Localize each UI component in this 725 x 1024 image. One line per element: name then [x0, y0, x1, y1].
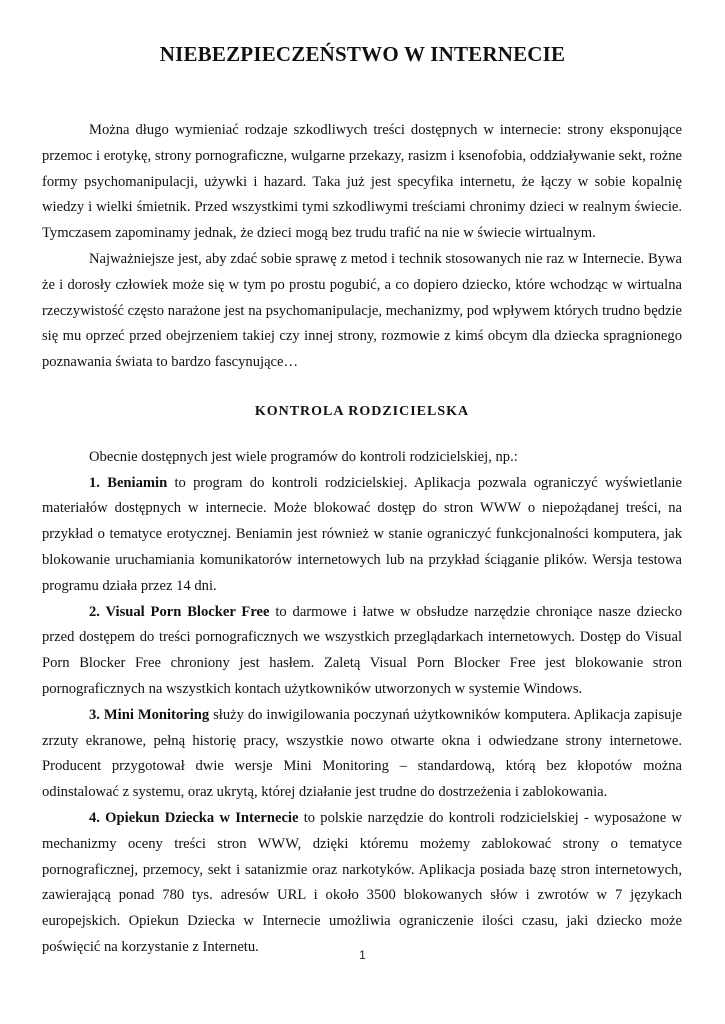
intro-paragraph-1: Można długo wymieniać rodzaje szkodliwych treści dostępnych w internecie: strony eksponujące przemoc i erotykę, strony pornograficzne, wulgarne przekazy, rasizm i ksenofobia, oddziaływanie sekt, rożne formy psychomanipulacji, używki i hazard. Taka już jest specyfika internetu, że łączy w sobie kopalnię wiedzy i wielki śmietnik. Przed wszystkimi tymi szkodliwymi treściami chronimy dzieci w realnym świecie. Tymczasem zapominamy jednak, że dzieci mogą bez trudu trafić na nie w świecie wirtualnym. — [42, 122, 682, 242]
item-name: 1. Beniamin — [89, 474, 168, 491]
list-item — [42, 703, 682, 806]
page-number: 1 — [359, 948, 366, 962]
item-name: 3. Mini Monitoring — [89, 706, 210, 723]
document-body — [42, 118, 682, 961]
intro-paragraph-2: Najważniejsze jest, aby zdać sobie sprawę z metod i technik stosowanych nie raz w Internecie. Bywa że i dorosły człowiek może się w tym po prostu pogubić, a co dopiero dziecko, które wchodząc w wirtualna rzeczywistość często narażone jest na psychomanipulacje, mechanizmy, pod wpływem których trudno będzie się mu oprzeć przed obejrzeniem takiej czy innej strony, rozmowie z kimś obcym dla dziecka spragnionego poznawania świata to bardzo fascynujące… — [42, 250, 682, 371]
item-text: to program do kontroli rodzicielskiej. Aplikacja pozwala ograniczyć wyświetlanie materiałów dostępnych w internecie. Może blokować dostęp do stron WWW o niepożądanej treści, na przykład o tematyce erotycznej. Beniamin jest również w stanie ograniczyć funkcjonalności komputera, jak blokowanie uruchamiania komunikatorów internetowych lub na przykład ściąganie plików. Wersja testowa programu działa przez 14 dni. — [42, 474, 682, 594]
list-item — [42, 471, 682, 600]
item-name: 4. Opiekun Dziecka w Internecie — [89, 809, 299, 826]
list-item — [42, 806, 682, 961]
page-title: NIEBEZPIECZEŃSTWO W INTERNECIE — [159, 42, 566, 66]
item-text: służy do inwigilowania poczynań użytkowników komputera. Aplikacja zapisuje zrzuty ekranowe, pełną historię pracy, wszystkie nowo otwarte okna i odwiedzane strony internetowe. Producent przygotował dwie wersje Mini Monitoring – standardową, którą bez kłopotów można odinstalować z systemu, oraz ukrytą, której działanie jest trudne do dostrzeżenia i zablokowania. — [42, 706, 682, 801]
item-text: to darmowe i łatwe w obsłudze narzędzie chroniące nasze dziecko przed dostępem do treści pornograficznych we wszystkich przeglądarkach internetowych. Dostęp do Visual Porn Blocker Free chroniony jest hasłem. Zaletą Visual Porn Blocker Free jest blokowanie stron pornograficznych na wszystkich kontach użytkowników utworzonych w systemie Windows. — [42, 603, 683, 697]
item-text: to polskie narzędzie do kontroli rodzicielskiej - wyposażone w mechanizmy oceny treści stron WWW, dzięki któremu możemy zablokować strony o tematyce pornograficznej, przemocy, sekt i satanizmie oraz narkotyków. Aplikacja posiada bazę stron internetowych, zawierającą ponad 780 tys. adresów URL i około 3500 blokowanych słów i zwrotów w 7 językach europejskich. Opiekun Dziecka w Internecie umożliwia ograniczenie ilości czasu, jaki dziecko może poświęcić na korzystanie z Internetu. — [42, 809, 682, 955]
section-heading: KONTROLA RODZICIELSKA — [254, 403, 470, 419]
section-intro: Obecnie dostępnych jest wiele programów do kontroli rodzicielskiej, np.: — [89, 448, 518, 465]
list-item — [42, 600, 682, 703]
item-name: 2. Visual Porn Blocker Free — [89, 603, 270, 620]
